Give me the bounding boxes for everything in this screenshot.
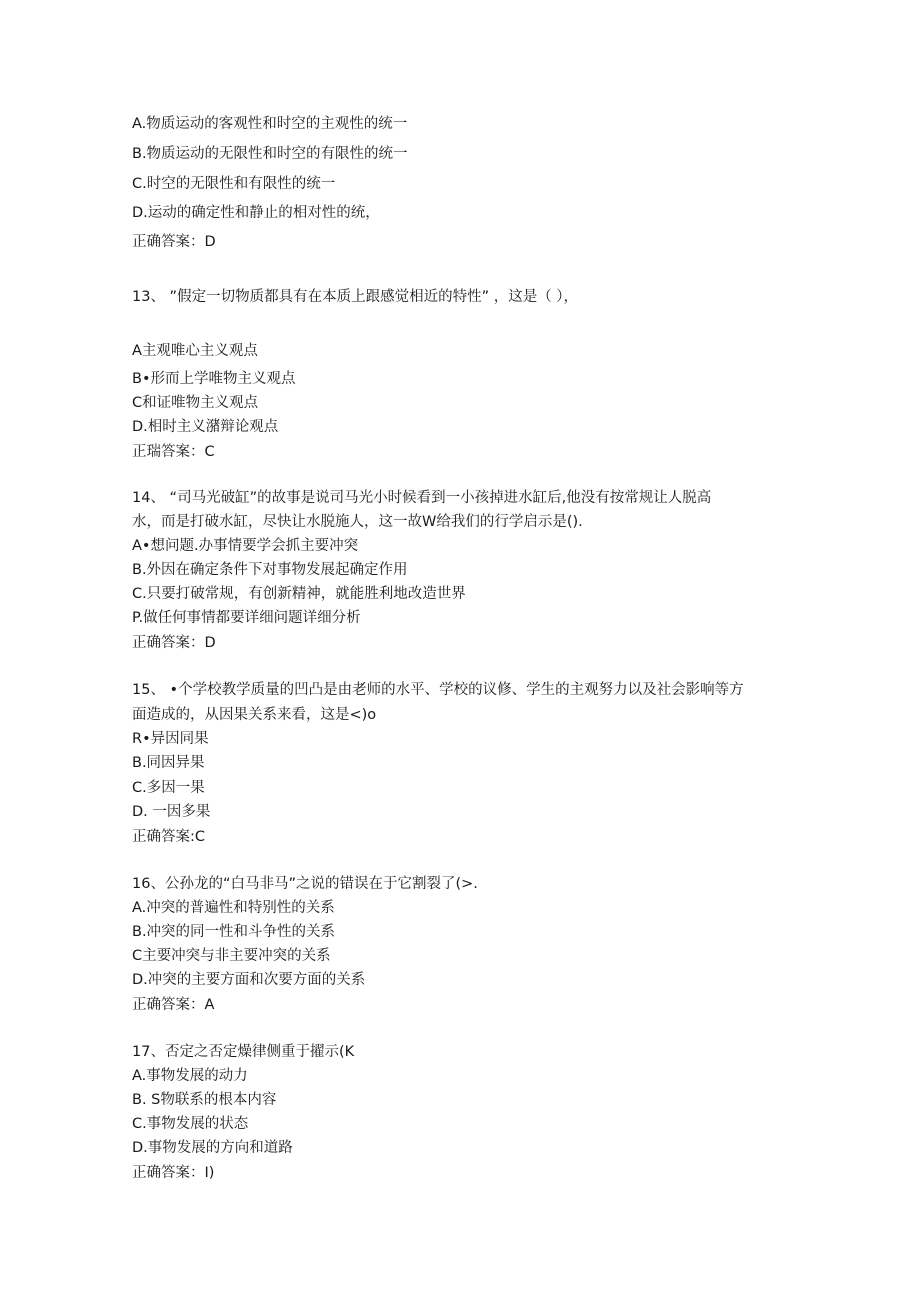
q16-answer: 正确答案：A [132, 997, 215, 1013]
q15-option-d: D. 一因多果 [132, 804, 211, 820]
q17-option-a: A.事物发展的动力 [132, 1068, 248, 1084]
q15-option-a: R•异因同果 [132, 731, 209, 747]
q14-option-b: B.外因在确定条件下对事物发展起确定作用 [132, 562, 408, 578]
q16-option-a: A.冲突的普遍性和特别性的关系 [132, 900, 335, 916]
q14-option-a: A•想问题.办事情要学会抓主要冲突 [132, 538, 359, 554]
q16-option-d: D.冲突的主要方面和次要方面的关系 [132, 972, 366, 988]
q14-answer: 正确答案：D [132, 635, 216, 651]
q17-option-c: C.事物发展的状态 [132, 1116, 249, 1132]
q16-option-c: C主要冲突与非主要冲突的关系 [132, 948, 331, 964]
q17-answer: 正确答案：I) [132, 1165, 215, 1181]
q13-option-c: C和证唯物主义观点 [132, 395, 259, 411]
q13-option-d: D.相时主义潴辩论观点 [132, 419, 279, 435]
q16-option-b: B.冲突的同一性和斗争性的关系 [132, 924, 336, 940]
q12-option-c: C.时空的无限性和有限性的统一 [132, 176, 336, 192]
q14-option-d: P.做任何事情都要详细问题详细分析 [132, 610, 361, 626]
q12-option-a: A.物质运动的客观性和时空的主观性的统一 [132, 116, 408, 132]
q17-option-d: D.事物发展的方向和道路 [132, 1140, 293, 1156]
q17-question: 17、否定之否定燥律侧重于擢示(K [132, 1044, 355, 1060]
q16-question: 16、公孙龙的“白马非马”之说的错误在于它割裂了(>. [132, 876, 478, 892]
q15-option-c: C.多因一果 [132, 780, 205, 796]
q12-option-b: B.物质运动的无限性和时空的有限性的统一 [132, 146, 408, 162]
q12-answer: 正确答案：D [132, 234, 216, 250]
q14-question-line2: 水，而是打破水缸，尽快让水脱施人，这一故W给我们的行学启示是(). [132, 514, 583, 530]
q13-question: 13、 ”假定一切物质都具有在本质上跟感觉相近的特性” ，这是（ ）， [132, 289, 579, 305]
q13-answer: 正瑞答案：C [132, 444, 215, 460]
q15-question-line2: 面造成的，从因果关系来看，这是<)o [132, 707, 377, 723]
q14-question-line1: 14、 “司马光破缸”的故事是说司马光小时候看到一小孩掉进水缸后,他没有按常规让人脱高 [132, 490, 712, 506]
q17-option-b: B. S物联系的根本内容 [132, 1092, 277, 1108]
q15-question-line1: 15、 •个学校教学质量的凹凸是由老师的水平、学校的议修、学生的主观努力以及社会影响等方 [132, 682, 744, 698]
q13-option-a: A主观唯心主义观点 [132, 343, 258, 359]
q15-answer: 正确答案:C [132, 829, 206, 845]
q14-option-c: C.只要打破常规，有创新精神，就能胜利地改造世界 [132, 586, 466, 602]
q12-option-d: D.运动的确定性和静止的相对性的统， [132, 205, 380, 221]
q13-option-b: B•形而上学唯物主义观点 [132, 371, 296, 387]
q15-option-b: B.同因异果 [132, 755, 205, 771]
